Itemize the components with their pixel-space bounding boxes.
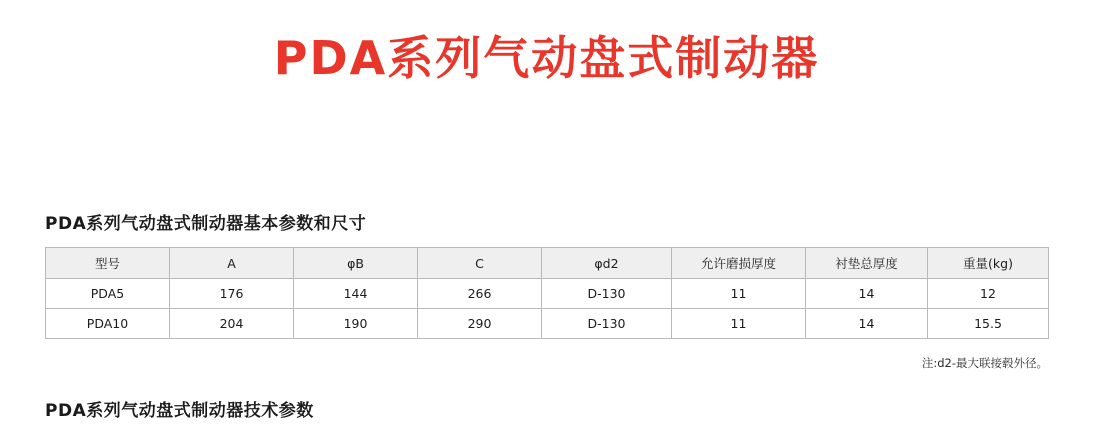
column-header-model: 型号 xyxy=(46,248,170,279)
column-header-phi-b: φB xyxy=(294,248,418,279)
cell-c: 290 xyxy=(418,309,542,339)
cell-lining-total-thickness: 14 xyxy=(806,309,928,339)
cell-phi-d2: D-130 xyxy=(542,309,672,339)
cell-phi-b: 144 xyxy=(294,279,418,309)
cell-allowable-wear-thickness: 11 xyxy=(672,279,806,309)
cell-phi-d2: D-130 xyxy=(542,279,672,309)
column-header-phi-d2: φd2 xyxy=(542,248,672,279)
section-title-basic-parameters: PDA系列气动盘式制动器基本参数和尺寸 xyxy=(45,214,367,234)
section-title-technical-parameters: PDA系列气动盘式制动器技术参数 xyxy=(45,401,314,421)
column-header-allowable-wear-thickness: 允许磨损厚度 xyxy=(672,248,806,279)
cell-weight: 12 xyxy=(928,279,1049,309)
cell-phi-b: 190 xyxy=(294,309,418,339)
cell-c: 266 xyxy=(418,279,542,309)
table-footnote: 注:d2-最大联接毂外径。 xyxy=(921,356,1048,370)
cell-a: 176 xyxy=(170,279,294,309)
cell-a: 204 xyxy=(170,309,294,339)
column-header-weight: 重量(kg) xyxy=(928,248,1049,279)
cell-allowable-wear-thickness: 11 xyxy=(672,309,806,339)
specifications-table xyxy=(45,247,1049,339)
cell-lining-total-thickness: 14 xyxy=(806,279,928,309)
page-title: PDA系列气动盘式制动器 xyxy=(273,31,820,85)
table-header-row xyxy=(46,248,1049,279)
column-header-c: C xyxy=(418,248,542,279)
cell-weight: 15.5 xyxy=(928,309,1049,339)
column-header-lining-total-thickness: 衬垫总厚度 xyxy=(806,248,928,279)
cell-model: PDA5 xyxy=(46,279,170,309)
cell-model: PDA10 xyxy=(46,309,170,339)
table-row xyxy=(46,279,1049,309)
column-header-a: A xyxy=(170,248,294,279)
table-row xyxy=(46,309,1049,339)
